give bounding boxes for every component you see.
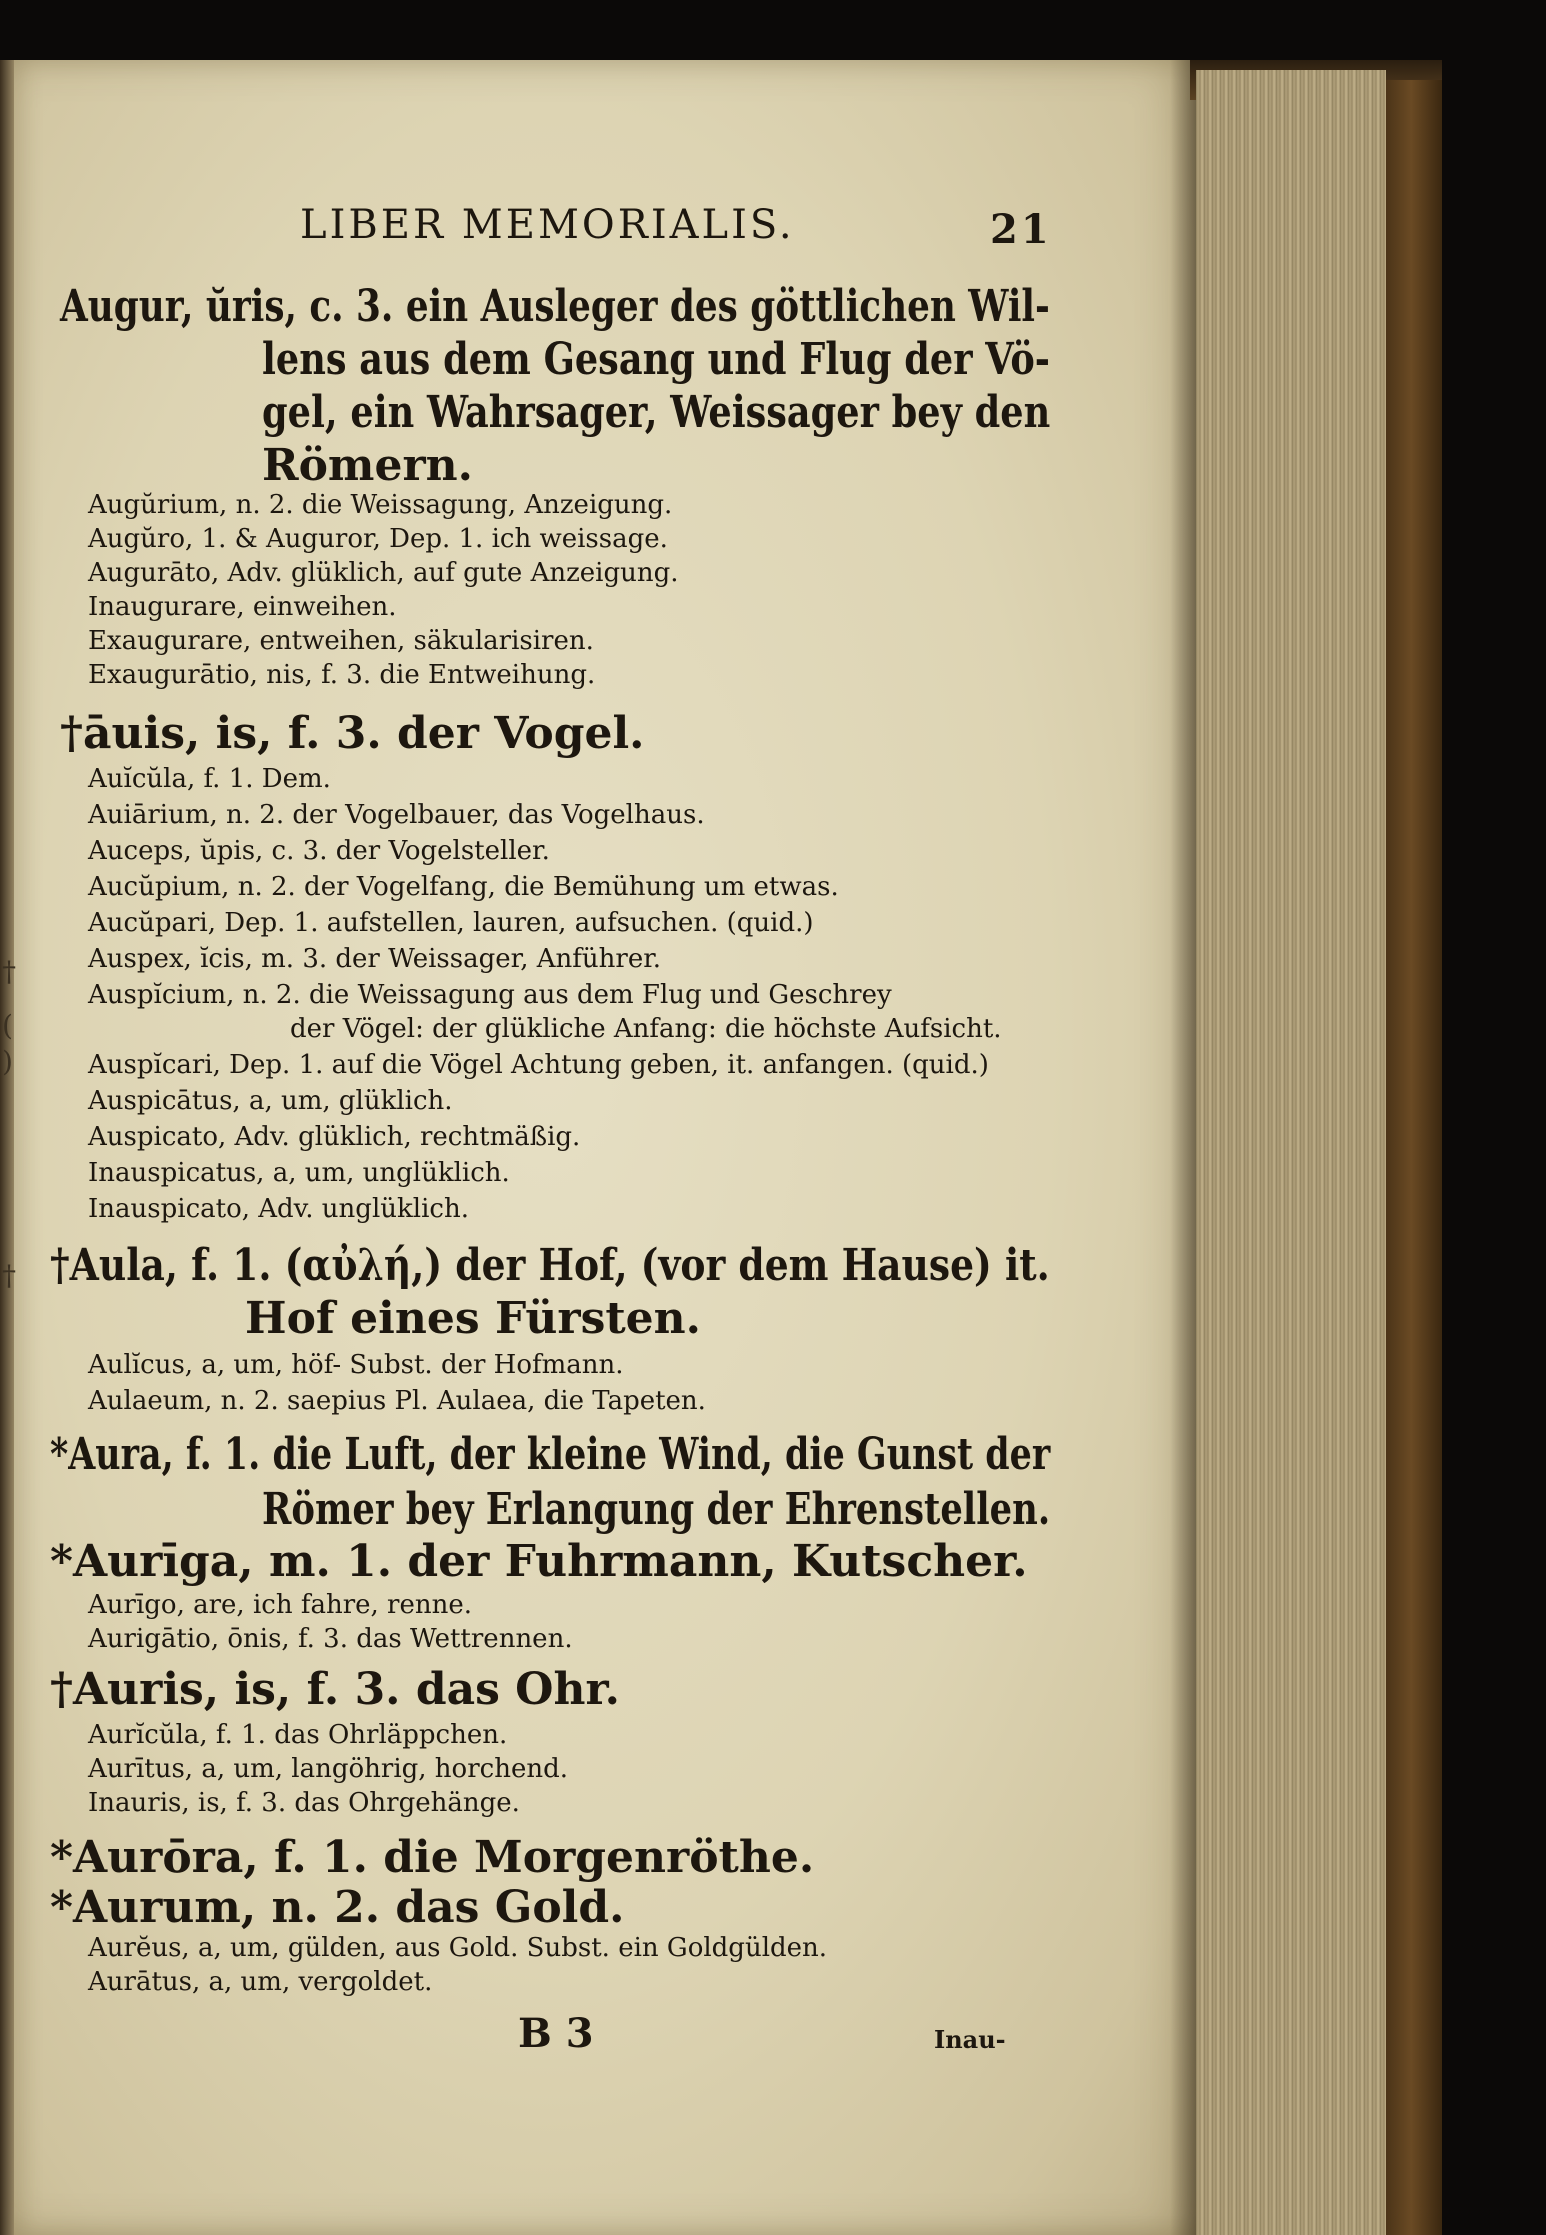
book-cover — [1386, 80, 1442, 2235]
entry-line: Aucŭpari, Dep. 1. aufstellen, lauren, aufsuchen. (quid.) — [88, 908, 814, 938]
entry-line: Inaugurare, einweihen. — [88, 592, 397, 622]
entry-line: Aucŭpium, n. 2. der Vogelfang, die Bemühung um etwas. — [88, 872, 839, 902]
entry-line: Aurĕus, a, um, gülden, aus Gold. Subst. ein Goldgülden. — [88, 1933, 828, 1963]
entry-line: Auspicato, Adv. glüklich, rechtmäßig. — [88, 1122, 581, 1152]
entry-line: Augŭro, 1. & Auguror, Dep. 1. ich weissage. — [88, 524, 668, 554]
entry-line: *Aura, f. 1. die Luft, der kleine Wind, die Gunst der — [50, 1429, 1051, 1480]
entry-line: Augur, ŭris, c. 3. ein Ausleger des göttlichen Wil- — [60, 281, 1050, 332]
margin-mark: † — [2, 1259, 16, 1292]
margin-mark: † — [2, 955, 16, 988]
entry-line: gel, ein Wahrsager, Weissager bey den — [262, 387, 1051, 438]
entry-line: Aurīgo, are, ich fahre, renne. — [88, 1590, 472, 1620]
entry-line: Inauspicato, Adv. unglüklich. — [88, 1194, 469, 1224]
entry-line: Augurāto, Adv. glüklich, auf gute Anzeigung. — [88, 558, 679, 588]
entry-line: Auspĭcium, n. 2. die Weissagung aus dem Flug und Geschrey — [88, 980, 892, 1010]
running-title: LIBER MEMORIALIS. — [300, 202, 795, 248]
entry-line: Augŭrium, n. 2. die Weissagung, Anzeigung. — [88, 490, 673, 520]
entry-line: Exaugurātio, nis, f. 3. die Entweihung. — [88, 660, 596, 690]
entry-line: Aurigātio, ōnis, f. 3. das Wettrennen. — [88, 1624, 573, 1654]
entry-line: Hof eines Fürsten. — [245, 1293, 701, 1344]
entry-line: Inauris, is, f. 3. das Ohrgehänge. — [88, 1788, 520, 1818]
entry-line: Aurātus, a, um, vergoldet. — [88, 1967, 433, 1997]
entry-line: Aulĭcus, a, um, höf- Subst. der Hofmann. — [88, 1350, 624, 1380]
catchword: Inau- — [934, 2025, 1006, 2054]
entry-line: Römer bey Erlangung der Ehrenstellen. — [262, 1484, 1051, 1535]
entry-line: †Aula, f. 1. (αὐλή,) der Hof, (vor dem Hause) it. — [50, 1240, 1050, 1291]
entry-line: Aulaeum, n. 2. saepius Pl. Aulaea, die Tapeten. — [88, 1386, 706, 1416]
entry-line: †āuis, is, f. 3. der Vogel. — [60, 708, 645, 759]
entry-line: Aurĭcŭla, f. 1. das Ohrläppchen. — [88, 1720, 508, 1750]
signature-mark: B 3 — [518, 2010, 594, 2057]
entry-line: Auiārium, n. 2. der Vogelbauer, das Vogelhaus. — [88, 800, 705, 830]
entry-line: Auspicātus, a, um, glüklich. — [88, 1086, 453, 1116]
margin-mark: ) — [2, 1045, 13, 1078]
entry-line: Aurītus, a, um, langöhrig, horchend. — [88, 1754, 568, 1784]
entry-line: Inauspicatus, a, um, unglüklich. — [88, 1158, 510, 1188]
entry-line: *Aurīga, m. 1. der Fuhrmann, Kutscher. — [50, 1536, 1028, 1587]
entry-line: Römern. — [262, 440, 473, 491]
entry-line: Auĭcŭla, f. 1. Dem. — [88, 764, 331, 794]
page-block-edges — [1196, 70, 1386, 2235]
entry-line: *Aurum, n. 2. das Gold. — [50, 1882, 625, 1933]
entry-line: †Auris, is, f. 3. das Ohr. — [50, 1664, 620, 1715]
entry-line: Exaugurare, entweihen, säkularisiren. — [88, 626, 594, 656]
entry-line: Auceps, ŭpis, c. 3. der Vogelsteller. — [88, 836, 550, 866]
entry-line: Auspex, ĭcis, m. 3. der Weissager, Anführer. — [88, 944, 662, 974]
entry-line: Auspĭcari, Dep. 1. auf die Vögel Achtung geben, it. anfangen. (quid.) — [88, 1050, 989, 1080]
entry-line: der Vögel: der glükliche Anfang: die höchste Aufsicht. — [290, 1014, 1002, 1044]
page-number: 21 — [990, 206, 1052, 253]
entry-line: lens aus dem Gesang und Flug der Vö- — [262, 334, 1051, 385]
margin-mark: ( — [2, 1009, 13, 1042]
entry-line: *Aurōra, f. 1. die Morgenröthe. — [50, 1832, 815, 1883]
